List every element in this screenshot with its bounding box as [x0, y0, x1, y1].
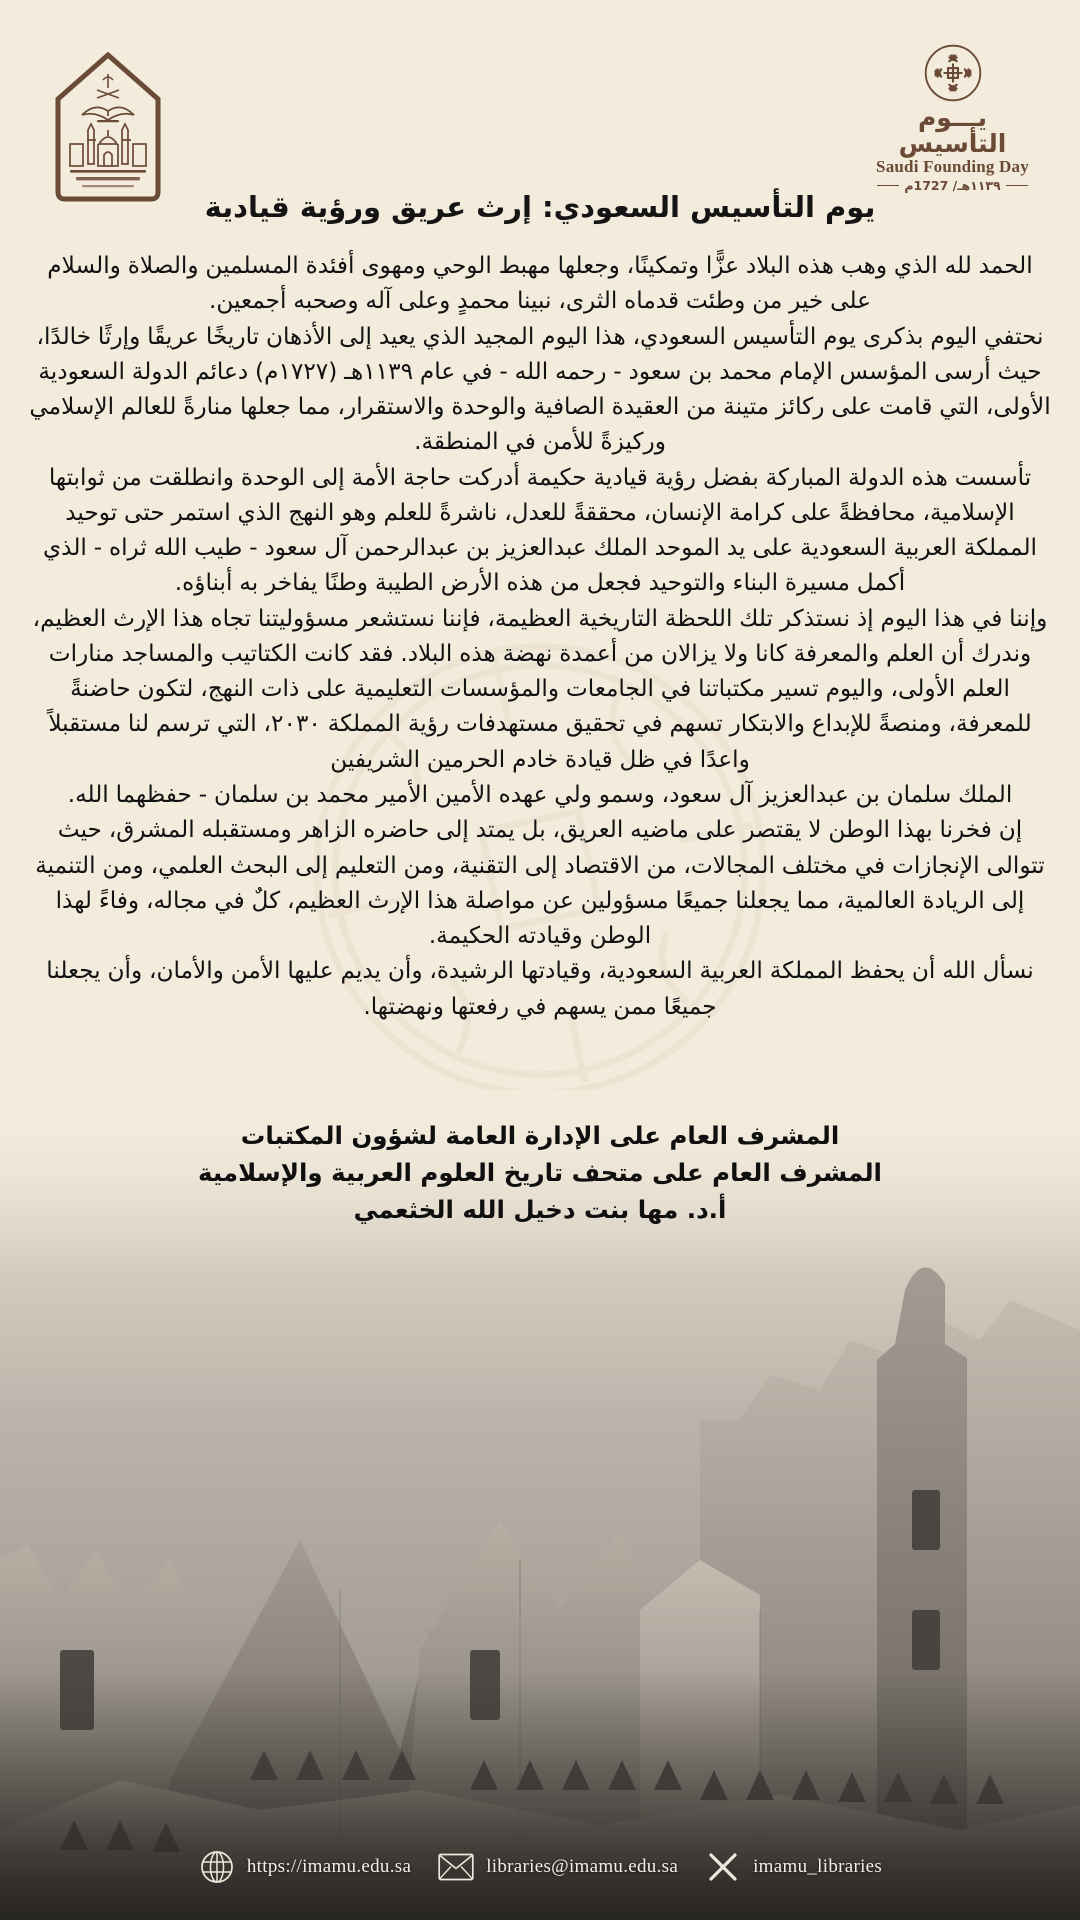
poster-footer [0, 1836, 1080, 1898]
footer-social[interactable] [704, 1848, 882, 1886]
paragraph: نسأل الله أن يحفظ المملكة العربية السعودية، وقيادتها الرشيدة، وأن يديم عليها الأمن والأمان، وأن يجعلنا جميعًا ممن يسهم في رفعتها ونهضتها. [46, 957, 1034, 1020]
paragraph: الحمد لله الذي وهب هذه البلاد عزًّا وتمكينًا، وجعلها مهبط الوحي ومهوى أفئدة المسلمين والصلاة والسلام على خير من وطئت قدماه الثرى، نبينا محمدٍ وعلى آله وصحبه أجمعين. [47, 252, 1033, 315]
saudi-founding-day-emblem [922, 42, 984, 104]
signature-name: أ.د. مها بنت دخيل الله الخثعمي [353, 1195, 727, 1225]
footer-email[interactable] [437, 1848, 678, 1886]
paragraph: وإننا في هذا اليوم إذ نستذكر تلك اللحظة التاريخية العظيمة، فإننا نستشعر مسؤوليتنا تجاه هذا الإرث العظيم، وندرك أن العلم والمعرفة كانا ولا يزالان من أعمدة نهضة هذه البلاد. فقد كانت الكتاتيب والمساجد منارات العلم الأولى، واليوم تسير مكتباتنا في الجامعات والمؤسسات التعليمية على ذات النهج، لتكون حاضنةً للمعرفة، ومنصةً للإبداع والابتكار تسهم في تحقيق مستهدفات رؤية المملكة ٢٠٣٠، التي ترسم لنا مستقبلاً واعدًا في ظل قيادة خادم الحرمين الشريفين [32, 604, 1048, 773]
footer-website[interactable] [198, 1848, 411, 1886]
founding-day-english-title: Saudi Founding Day [876, 156, 1029, 176]
dates-left-dash [1006, 185, 1028, 187]
paragraph: نحتفي اليوم بذكرى يوم التأسيس السعودي، هذا اليوم المجيد الذي يعيد إلى الأذهان تاريخًا عريقًا وإرثًا خالدًا، حيث أرسى المؤسس الإمام محمد بن سعود - رحمه الله - في عام ١١٣٩هـ (١٧٢٧م) دعائم الدولة السعودية الأولى، التي قامت على ركائز متينة من العقيدة الصافية والوحدة والاستقرار، مما جعلها منارةً للعالم الإسلامي وركيزةً للأمن في المنطقة. [29, 322, 1051, 456]
page-title: يوم التأسيس السعودي: إرث عريق ورؤية قيادية [204, 190, 876, 224]
x-twitter-icon [704, 1848, 742, 1886]
poster-header [0, 0, 1080, 194]
saudi-founding-day-logo [860, 42, 1045, 194]
dates-right-dash [877, 185, 899, 187]
signature-role-secondary: المشرف العام على متحف تاريخ العلوم العربية والإسلامية [198, 1158, 882, 1188]
globe-icon [198, 1848, 236, 1886]
paragraph: إن فخرنا بهذا الوطن لا يقتصر على ماضيه العريق، بل يمتد إلى حاضره الزاهر ومستقبله المشرق، حيث تتوالى الإنجازات في مختلف المجالات، من الاقتصاد إلى التقنية، ومن التعليم إلى البحث العلمي، ومن التنمية إلى الريادة العالمية، مما يجعلنا جميعًا مسؤولين عن مواصلة هذا الإرث العظيم، كلٌ في مجاله، وفاءً لهذا الوطن وقيادته الحكيمة. [35, 816, 1045, 950]
envelope-icon [437, 1848, 475, 1886]
footer-social-text: imamu_libraries [753, 1856, 883, 1877]
dates-text: ١١٣٩هـ/ 1727م [904, 178, 1001, 194]
imam-muhammad-ibn-saud-islamic-university-logo [52, 52, 164, 202]
signature-role-primary: المشرف العام على الإدارة العامة لشؤون المكتبات [240, 1121, 840, 1150]
footer-website-text: https://imamu.edu.sa [246, 1856, 412, 1877]
paragraph: تأسست هذه الدولة المباركة بفضل رؤية قيادية حكيمة أدركت حاجة الأمة إلى الوحدة وانطلقت من ثوابتها الإسلامية، محافظةً على كرامة الإنسان، محققةً للعدل، ناشرةً للعلم وهو النهج الذي استمر حتى توحيد المملكة العربية السعودية على يد الموحد الملك عبدالعزيز بن عبدالرحمن آل سعود - طيب الله ثراه - الذي أكمل مسيرة البناء والتوحيد فجعل من هذه الأرض الطيبة وطنًا يفاخر به أبناؤه. [43, 463, 1037, 597]
footer-email-text: libraries@imamu.edu.sa [486, 1856, 679, 1877]
signature-block [0, 1117, 1080, 1229]
founding-day-arabic-title: يـــوم التأسيس [898, 103, 1007, 159]
paragraph: الملك سلمان بن عبدالعزيز آل سعود، وسمو ولي عهده الأمين الأمير محمد بن سلمان - حفظهما الله. [67, 780, 1013, 808]
document-body [26, 248, 1054, 1024]
